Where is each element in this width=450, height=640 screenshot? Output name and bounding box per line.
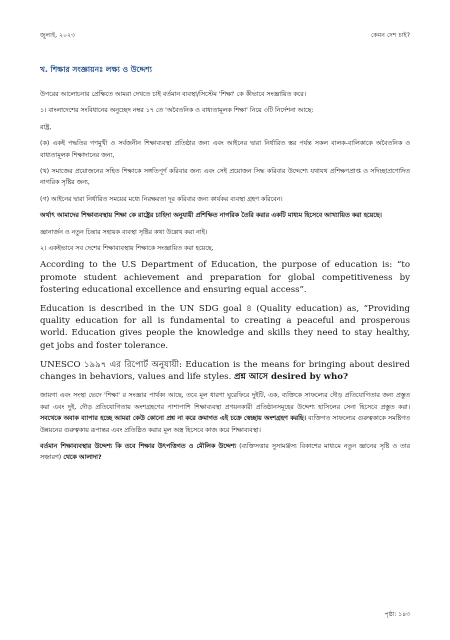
header-date: জুলাই, ২০২৩	[40, 32, 76, 39]
paragraph-constitution: ১। বাংলাদেশের সংবিধানের অনুচ্ছেদ নম্বর ১৭ তে 'অবৈতনিক ও বাধ্যতামূলক শিক্ষা' নিয়ে ৩টি নির্দেশনা আছে:	[40, 107, 314, 115]
paragraph-clause-ka: (ক) একই পদ্ধতির গণমুখী ও সর্বজনীন শিক্ষাব্যবস্থা প্রতিষ্ঠার জন্য এবং আইনের দ্বারা নির্ধারিত স্তর পর্যন্ত সকল বালক-বালিকাকে অবৈতনিক ও বাধ্যতামূলক শিক্ষাদানের জন্য,	[40, 140, 410, 159]
paragraph-clause-kha: (খ) সমাজের প্রয়োজনের সহিত শিক্ষাকে সঙ্গতিপূর্ণ করিবার জন্য এবং সেই প্রয়োজন সিদ্ধ করিবার উদ্দেশ্যে যথাযথ প্রশিক্ষণপ্রাপ্ত ও সদিচ্ছাপ্রণোদিত নাগরিক সৃষ্টির জন্য,	[40, 168, 410, 187]
paragraph-intro: উপরের আলোচনার প্রেক্ষিতে আমরা দেখতে চাই বর্তমান ব্যবস্থা/সিস্টেম 'শিক্ষা' কে কীভাবে সংজ্ঞায়িত করে।	[40, 91, 307, 98]
closing-question-end: থেকে আলাদা?	[63, 454, 102, 462]
definition-tail: ব্যক্তিগত সাফল্যের গুরুত্বকাকে সমষ্টিগত উন্নয়নের গুরুত্বকায় রূপান্তর এবং প্রতিষ্ঠিত করার মূল অস্ত্র হিসেবে কাজ করে শিক্ষাব্যবস্থা।	[40, 415, 411, 434]
page-content	[40, 64, 410, 469]
header-book-title: কেমন দেশ চাই?	[371, 32, 410, 39]
paragraph-definition-difference	[40, 390, 410, 436]
page-number: পৃষ্ঠা: ১৪৩	[384, 611, 410, 618]
paragraph-unesco	[40, 359, 410, 383]
paragraph-un-sdg: Education is described in the UN SDG goal ৪ (Quality education) as, “Providing quality education for all is fundamental to creating a peaceful and prosperous world. Education gives people the knowledge and skills they need to stay healthy, get jobs and foster tolerance.	[40, 304, 410, 351]
paragraph-other-countries: ২। একইভাবে সব দেশের শিক্ষাব্যবস্থায় শিক্ষাকে সংজ্ঞায়িত করা হয়েছে,	[40, 245, 214, 253]
paragraph-clause-ga: (গ) আইনের দ্বারা নির্ধারিত সময়ের মধ্যে নিরক্ষরতা দূর করিবার জন্য কার্যকর ব্যবস্থা গ্রহণ করিবেন।	[40, 195, 283, 203]
paragraph-summary: অর্থাৎ আমাদের শিক্ষাব্যবস্থায় শিক্ষা কে রাষ্ট্রের চাহিদা অনুযায়ী প্রশিক্ষিত নাগরিক তৈরি করার একটি মাধ্যম হিসেবে আখ্যায়িত করা হয়েছে।	[40, 212, 382, 220]
section-title: খ. শিক্ষার সংজ্ঞায়নঃ লক্ষ্য ও উদ্দেশ্য	[40, 65, 152, 74]
definition-emphasis: সবথেকে অবাক ব্যাপার হচ্ছে আমরা কেউ কোনো প্রশ্ন না করে ক্রমাগত এই চক্রে স্বেচ্ছায় অংশগ্রহণ করছি।	[40, 415, 306, 423]
page-header	[40, 30, 410, 41]
closing-question-parenthetical: (ব্যক্তিসত্তার সুসামঞ্জস্য বিকাশের মাধ্যমে নতুন জ্ঞানের সৃষ্টি ও তার সঞ্চারণ)	[40, 442, 410, 462]
definition-text: জায়গা এবং সংস্থা ভেদে 'শিক্ষা' র সংজ্ঞার পার্থক্য আছে, তবে মূল ধারণা ঘুরেফিরে দুইটি, এক, ব্যক্তিকে সাফল্যের দৌড় প্রতিযোগিতার জন্য প্রস্তুত করা এবং দুই, দৌড় প্রতিযোগিতায় অংশগ্রহণের পাশাপাশি শিক্ষাব্যবস্থা প্রণয়নকারী প্রতিষ্ঠানসমূহের উদ্দেশ্য হাসিলের সেনা হিসেবে প্রস্তুত করা।	[40, 392, 410, 411]
unesco-question: প্রশ্ন আসে desired by who?	[234, 372, 349, 383]
paragraph-us-doe: According to the U.S Department of Education, the purpose of education is: “to promote student achievement and preparation for global competitiveness by fostering educational excellence and ensuring equal access”.	[40, 260, 410, 295]
paragraph-closing-question	[40, 441, 410, 464]
unesco-text: UNESCO ১৯৯৭ এর রিপোর্ট অনুযায়ী: Education is the means for bringing about desired changes in behaviors, values and life styles.	[40, 359, 410, 383]
closing-question-start: বর্তমান শিক্ষাব্যবস্থার উদ্দেশ্য কি তবে শিক্ষার উৎপত্তিগত ও মৌলিক উদ্দেশ্য	[40, 442, 237, 450]
paragraph-state: রাষ্ট্র,	[40, 123, 52, 131]
paragraph-note: জ্ঞানার্জন ও নতুন চিন্তার সহায়ক ব্যবস্থা সৃষ্টির কথা উল্লেখ করা নাই।	[40, 228, 208, 236]
